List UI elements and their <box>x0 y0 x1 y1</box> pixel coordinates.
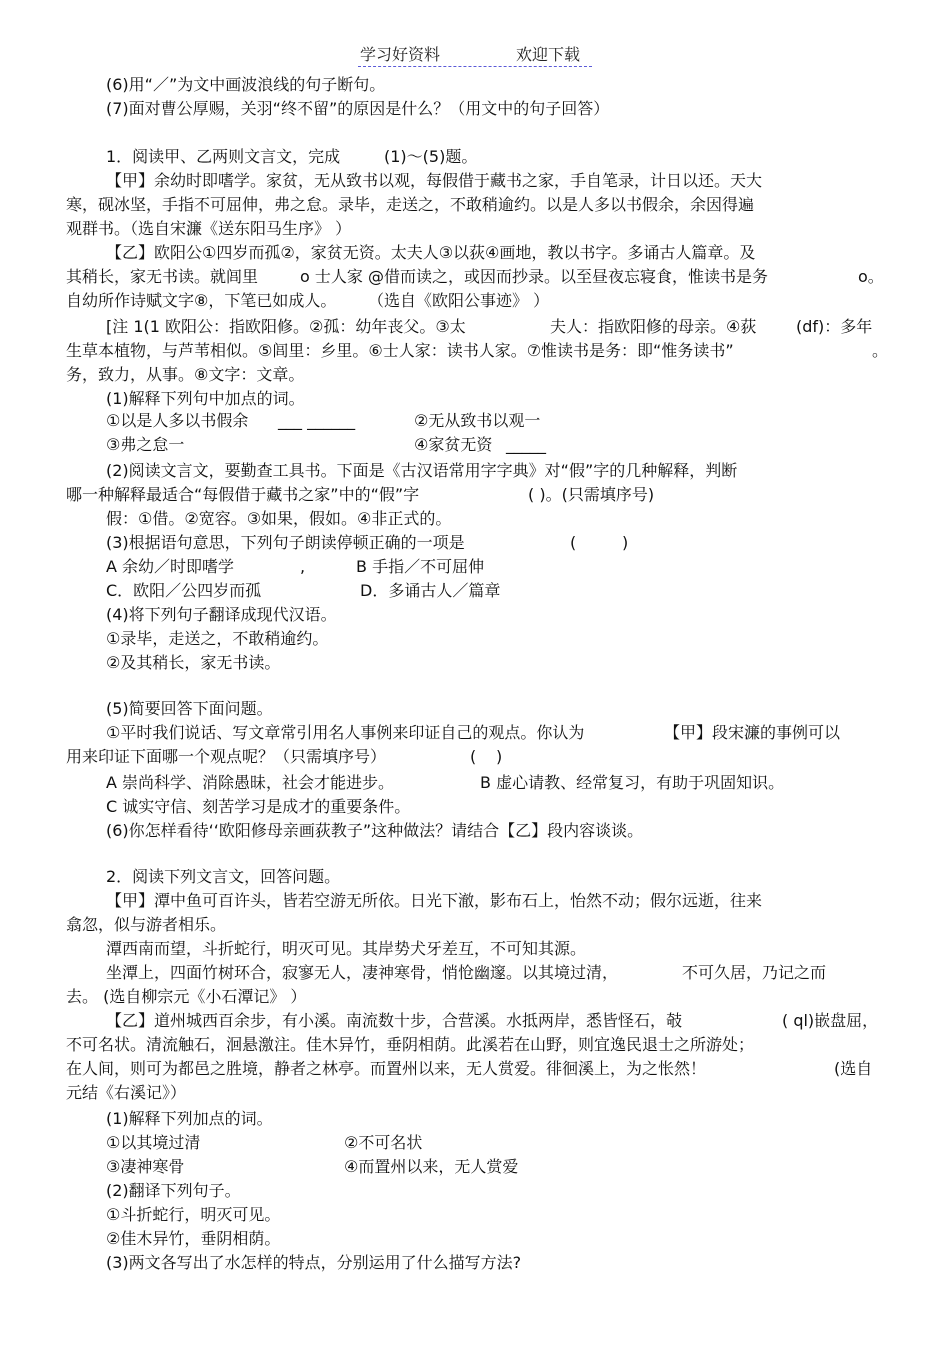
text-line: 坐潭上，四面竹树环合，寂寥无人，凄神寒骨，悄怆幽邃。以其境过清， <box>106 963 619 982</box>
page-header <box>358 42 592 67</box>
text-line: ①录毕，走送之，不敢稍逾约。 <box>106 629 329 648</box>
text-line: 不可久居，乃记之而 <box>682 963 827 982</box>
text-line: (1)解释下列句中加点的词。 <box>106 389 305 408</box>
header-left-text: 学习好资料 <box>360 45 441 64</box>
text-line: (1)解释下列加点的词。 <box>106 1109 273 1128</box>
text-line: ②及其稍长，家无书读。 <box>106 653 281 672</box>
text-line: ②无从致书以观一 <box>414 411 541 430</box>
text-line: 观群书。（选自宋濂《送东阳马生序》 ） <box>66 219 352 238</box>
text-line: 自幼所作诗赋文字⑧，下笔已如成人。 <box>66 291 337 310</box>
text-line: 务，致力，从事。⑧文字：文章。 <box>66 365 305 384</box>
text-line: 【甲】余幼时即嗜学。家贫，无从致书以观，每假借于藏书之家，手自笔录，计日以还。天大 <box>106 171 763 190</box>
text-line: ④家贫无资 <box>414 435 493 454</box>
text-line: ) <box>622 533 629 552</box>
text-line: [注 1(1 欧阳公：指欧阳修。②孤：幼年丧父。③太 <box>106 317 466 336</box>
text-line: 夫人：指欧阳修的母亲。④荻 <box>550 317 757 336</box>
text-line: 【甲】段宋濂的事例可以 <box>664 723 841 742</box>
header-right-text: 欢迎下载 <box>516 45 581 64</box>
text-line: o。 <box>858 267 884 286</box>
text-line: ) <box>496 747 503 766</box>
text-line: ②不可名状 <box>344 1133 423 1152</box>
text-line: (2)翻译下列句子。 <box>106 1181 241 1200</box>
text-line: , <box>300 557 306 576</box>
text-line: (df)：多年 <box>796 317 873 336</box>
text-line: o 士人家 @借而读之，或因而抄录。以至昼夜忘寝食，惟读书是务 <box>300 267 768 286</box>
text-line: (3)两文各写出了水怎样的特点，分别运用了什么描写方法? <box>106 1253 522 1272</box>
text-line: (7)面对曹公厚赐，关羽“终不留”的原因是什么？（用文中的句子回答） <box>106 99 610 118</box>
text-line: 。 <box>872 341 889 360</box>
text-line: ①斗折蛇行，明灭可见。 <box>106 1205 281 1224</box>
text-line: (2)阅读文言文，要勤查工具书。下面是《古汉语常用字字典》对“假”字的几种解释，判断 <box>106 461 738 480</box>
text-line: ②佳木异竹，垂阴相荫。 <box>106 1229 281 1248</box>
text-line: ( ql)嵌盘屈， <box>782 1011 879 1030</box>
text-line: 【乙】欧阳公①四岁而孤②，家贫无资。太夫人③以荻④画地，教以书字。多诵古人篇章。及 <box>106 243 756 262</box>
text-line: ①以是人多以书假余 <box>106 411 249 430</box>
text-line: A 余幼／时即嗜学 <box>106 557 235 576</box>
text-line: ①以其境过清 <box>106 1133 201 1152</box>
text-line: D．多诵古人／篇章 <box>360 581 501 600</box>
text-line: B 虚心请教、经常复习，有助于巩固知识。 <box>480 773 785 792</box>
text-line: 【甲】潭中鱼可百许头，皆若空游无所依。日光下澈，影布石上，怡然不动；假尔远逝，往来 <box>106 891 763 910</box>
text-line: 其稍长，家无书读。就闾里 <box>66 267 259 286</box>
text-line: ( )。(只需填序号) <box>528 485 655 504</box>
text-line: (6)用“／”为文中画波浪线的句子断句。 <box>106 75 386 94</box>
text-line: ③弗之怠一 <box>106 435 185 454</box>
text-line: (5)简要回答下面问题。 <box>106 699 273 718</box>
text-line: (1)～(5)题。 <box>384 147 478 166</box>
text-line: 在人间，则可为都邑之胜境，静者之林亭。而置州以来，无人赏爱。徘徊溪上，为之怅然！ <box>66 1059 707 1078</box>
text-line: 【乙】道州城西百余步，有小溪。南流数十步，合营溪。水抵两岸，悉皆怪石，攲 <box>106 1011 683 1030</box>
text-line: 元结《右溪记》） <box>66 1083 187 1102</box>
text-line: 2．阅读下列文言文，回答问题。 <box>106 867 341 886</box>
text-line: ( <box>570 533 577 552</box>
text-line: (4)将下列句子翻译成现代汉语。 <box>106 605 337 624</box>
text-line: C．欧阳／公四岁而孤 <box>106 581 262 600</box>
text-line: B 手指／不可屈伸 <box>356 557 485 576</box>
text-line: (6)你怎样看待‘‘欧阳修母亲画荻教子”这种做法？请结合【乙】段内容谈谈。 <box>106 821 644 840</box>
text-line: 寒，砚冰坚，手指不可屈伸，弗之怠。录毕，走送之，不敢稍逾约。以是人多以书假余，余因得遍 <box>66 195 755 214</box>
text-line: 不可名状。清流触石，洄悬激注。佳木异竹，垂阴相荫。此溪若在山野，则宜逸民退士之所游处； <box>66 1035 755 1054</box>
text-line: 去。 (选自柳宗元《小石潭记》 ） <box>66 987 307 1006</box>
text-line: ___ ______ <box>278 411 356 430</box>
text-line: ③凄神寒骨 <box>106 1157 185 1176</box>
text-line: ①平时我们说话、写文章常引用名人事例来印证自己的观点。你认为 <box>106 723 585 742</box>
text-line: (选自 <box>834 1059 873 1078</box>
text-line: 1．阅读甲、乙两则文言文，完成 <box>106 147 341 166</box>
text-line: ④而置州以来，无人赏爱 <box>344 1157 519 1176</box>
text-line: （选自《欧阳公事迹》 ） <box>368 291 550 310</box>
text-line: (3)根据语句意思，下列句子朗读停顿正确的一项是 <box>106 533 465 552</box>
text-line: 潭西南而望，斗折蛇行，明灭可见。其岸势犬牙差互，不可知其源。 <box>106 939 587 958</box>
text-line: 翕忽，似与游者相乐。 <box>66 915 227 934</box>
text-line: ( <box>470 747 477 766</box>
text-line: A 崇尚科学、消除愚昧，社会才能进步。 <box>106 773 395 792</box>
text-line: _____ <box>506 435 546 454</box>
text-line: 用来印证下面哪一个观点呢？（只需填序号） <box>66 747 387 766</box>
text-line: 假：①借。②宽容。③如果，假如。④非正式的。 <box>106 509 452 528</box>
text-line: 哪一种解释最适合“每假借于藏书之家”中的“假”字 <box>66 485 420 504</box>
text-line: C 诚实守信、刻苦学习是成才的重要条件。 <box>106 797 411 816</box>
text-line: 生草本植物，与芦苇相似。⑤闾里：乡里。⑥士人家：读书人家。⑦惟读书是务：即“惟务读书” <box>66 341 734 360</box>
